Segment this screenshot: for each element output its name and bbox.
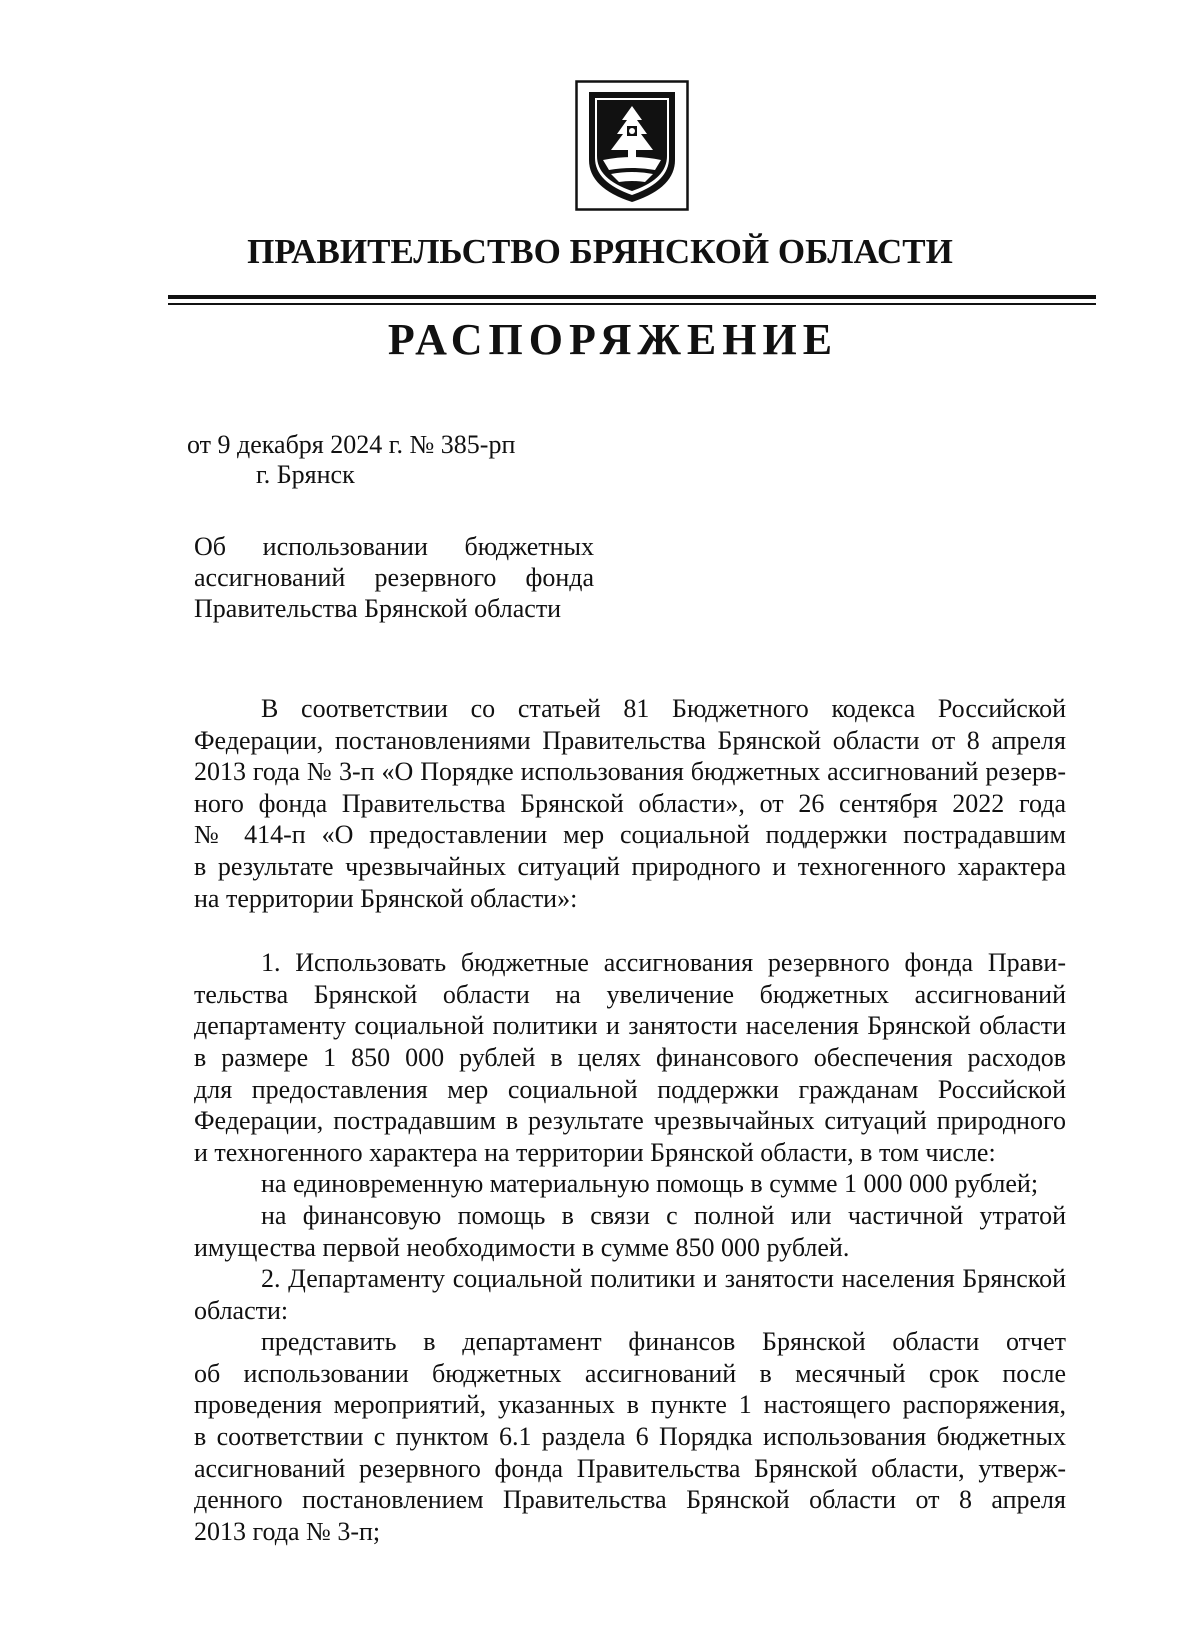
body-line: 1. Использовать бюджетные ассигнования резервного фонда Прави- [261, 948, 1066, 978]
body-line: тельства Брянской области на увеличение бюджетных ассигнований [194, 979, 1066, 1009]
document-type: РАСПОРЯЖЕНИЕ [387, 315, 839, 364]
body-line: в размере 1 850 000 рублей в целях финансового обеспечения расходов [194, 1042, 1066, 1072]
header-rule-thin [168, 303, 1096, 305]
body-line: ассигнований резервного фонда Правительства Брянской области, утверж- [194, 1453, 1066, 1483]
body-line: на территории Брянской области»: [194, 883, 578, 913]
body-line: для предоставления мер социальной поддержки гражданам Российской [194, 1074, 1066, 1104]
paragraph-gap [194, 914, 1066, 947]
body-line: 2. Департаменту социальной политики и занятости населения Брянской [261, 1264, 1066, 1294]
coat-of-arms-icon [575, 80, 689, 211]
body-line: 2013 года № 3-п; [194, 1516, 381, 1546]
body-line: ного фонда Правительства Брянской области», от 26 сентября 2022 года [194, 788, 1066, 818]
body-line: на финансовую помощь в связи с полной или частичной утратой [261, 1200, 1066, 1230]
body-line: в результате чрезвычайных ситуаций природного и техногенного характера [194, 851, 1066, 881]
body-line: в соответствии с пунктом 6.1 раздела 6 Порядка использования бюджетных [194, 1422, 1066, 1452]
body-line: Федерации, постановлениями Правительства Брянской области от 8 апреля [194, 725, 1066, 755]
body-line: денного постановлением Правительства Брянской области от 8 апреля [194, 1485, 1066, 1515]
body-line: области: [194, 1295, 289, 1325]
subject-line: Об использовании бюджетных [194, 532, 594, 561]
subject-line: Правительства Брянской области [194, 594, 562, 623]
body-line: № 414-п «О предоставлении мер социальной поддержки пострадавшим [194, 820, 1066, 850]
document-subject [194, 531, 594, 624]
body-line: об использовании бюджетных ассигнований в месячный срок после [194, 1358, 1066, 1388]
header-rule-thick [168, 295, 1096, 299]
body-line: 2013 года № 3-п «О Порядке использования бюджетных ассигнований резерв- [194, 757, 1066, 787]
body-line: проведения мероприятий, указанных в пункте 1 настоящего распоряжения, [194, 1390, 1066, 1420]
document-body [194, 693, 1066, 1547]
body-line: и техногенного характера на территории Брянской области, в том числе: [194, 1137, 996, 1167]
document-place: г. Брянск [256, 460, 355, 489]
body-line: имущества первой необходимости в сумме 850 000 рублей. [194, 1232, 850, 1262]
subject-line: ассигнований резервного фонда [194, 563, 594, 592]
body-line: на единовременную материальную помощь в сумме 1 000 000 рублей; [261, 1169, 1039, 1199]
body-line: В соответствии со статьей 81 Бюджетного кодекса Российской [261, 694, 1066, 723]
body-line: Федерации, пострадавшим в результате чрезвычайных ситуаций природного [194, 1106, 1066, 1136]
document-date-number: от 9 декабря 2024 г. № 385-рп [187, 430, 516, 459]
body-line: представить в департамент финансов Брянской области отчет [261, 1327, 1066, 1357]
organization-title: ПРАВИТЕЛЬСТВО БРЯНСКОЙ ОБЛАСТИ [247, 232, 953, 271]
body-line: департаменту социальной политики и занятости населения Брянской области [194, 1011, 1066, 1041]
